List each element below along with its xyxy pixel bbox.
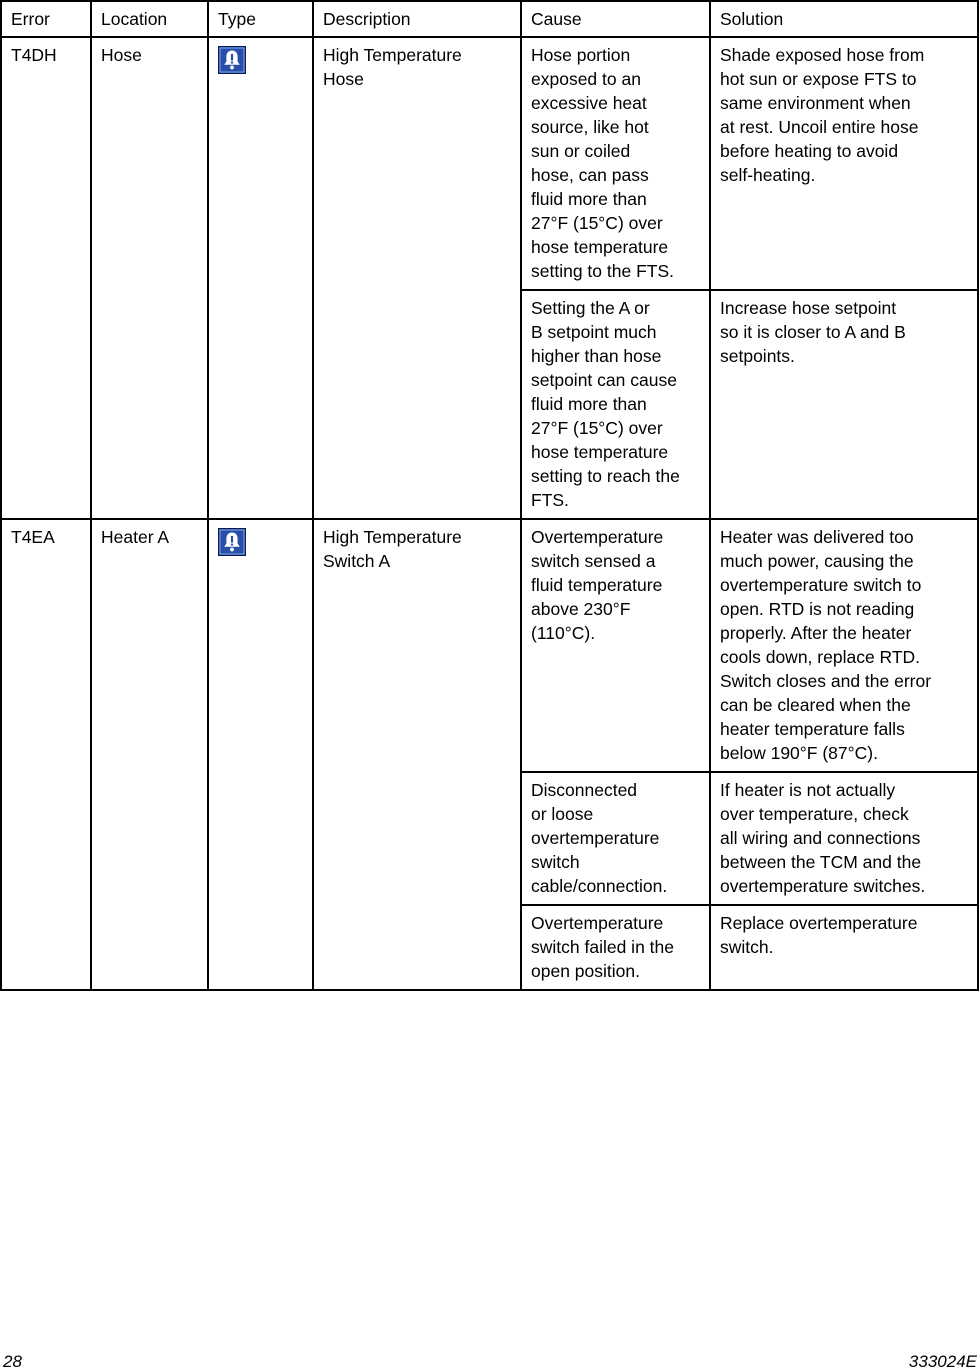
error-description: High Temperature Switch A (323, 527, 462, 571)
error-location: Heater A (101, 527, 170, 547)
error-code: T4EA (11, 527, 55, 547)
header-type: Type (208, 1, 313, 37)
description-cell (313, 37, 521, 519)
error-location: Hose (101, 45, 142, 65)
type-cell (208, 37, 313, 519)
cause-text: Setting the A or B setpoint much higher than hose setpoint can cause fluid more than 27°F (15°C) over hose temperature setting to reach the FTS. (531, 298, 680, 510)
page-number: 28 (3, 1352, 22, 1371)
error-description: High Temperature Hose (323, 45, 462, 89)
table-row (1, 37, 978, 290)
cause-cell (521, 905, 710, 990)
error-code-cell (1, 37, 91, 519)
header-description: Description (313, 1, 521, 37)
error-code-cell (1, 519, 91, 990)
header-location: Location (91, 1, 208, 37)
error-code: T4DH (11, 45, 57, 65)
solution-cell (710, 772, 978, 905)
cause-text: Overtemperature switch sensed a fluid temperature above 230°F (110°C). (531, 527, 664, 643)
cause-text: Hose portion exposed to an excessive heat source, like hot sun or coiled hose, can pass fluid more than 27°F (15°C) over hose temperature setting to the FTS. (531, 45, 674, 281)
solution-text: If heater is not actually over temperature, check all wiring and connections between the TCM and the overtemperature switches. (720, 780, 926, 896)
header-cause: Cause (521, 1, 710, 37)
solution-cell (710, 290, 978, 519)
solution-cell (710, 905, 978, 990)
cause-cell (521, 519, 710, 772)
location-cell (91, 37, 208, 519)
location-cell (91, 519, 208, 990)
cause-cell (521, 290, 710, 519)
cause-text: Overtemperature switch failed in the open position. (531, 913, 674, 981)
solution-text: Shade exposed hose from hot sun or expose FTS to same environment when at rest. Uncoil entire hose before heating to avoid self-heating. (720, 45, 925, 185)
document-number: 333024E (908, 1352, 977, 1371)
type-cell (208, 519, 313, 990)
solution-text: Heater was delivered too much power, causing the overtemperature switch to open. RTD is not reading properly. After the heater cools down, replace RTD. Switch closes and the error can be cleared when the heater temperature falls below 190°F (87°C). (720, 527, 932, 763)
solution-text: Increase hose setpoint so it is closer to A and B setpoints. (720, 298, 906, 366)
table-row (1, 519, 978, 772)
table-header-row (1, 1, 978, 37)
solution-text: Replace overtemperature switch. (720, 913, 918, 957)
description-cell (313, 519, 521, 990)
header-solution: Solution (710, 1, 978, 37)
cause-text: Disconnected or loose overtemperature switch cable/connection. (531, 780, 668, 896)
cause-cell (521, 772, 710, 905)
solution-cell (710, 37, 978, 290)
alarm-icon (218, 46, 246, 74)
solution-cell (710, 519, 978, 772)
header-error: Error (1, 1, 91, 37)
cause-cell (521, 37, 710, 290)
alarm-icon (218, 528, 246, 556)
